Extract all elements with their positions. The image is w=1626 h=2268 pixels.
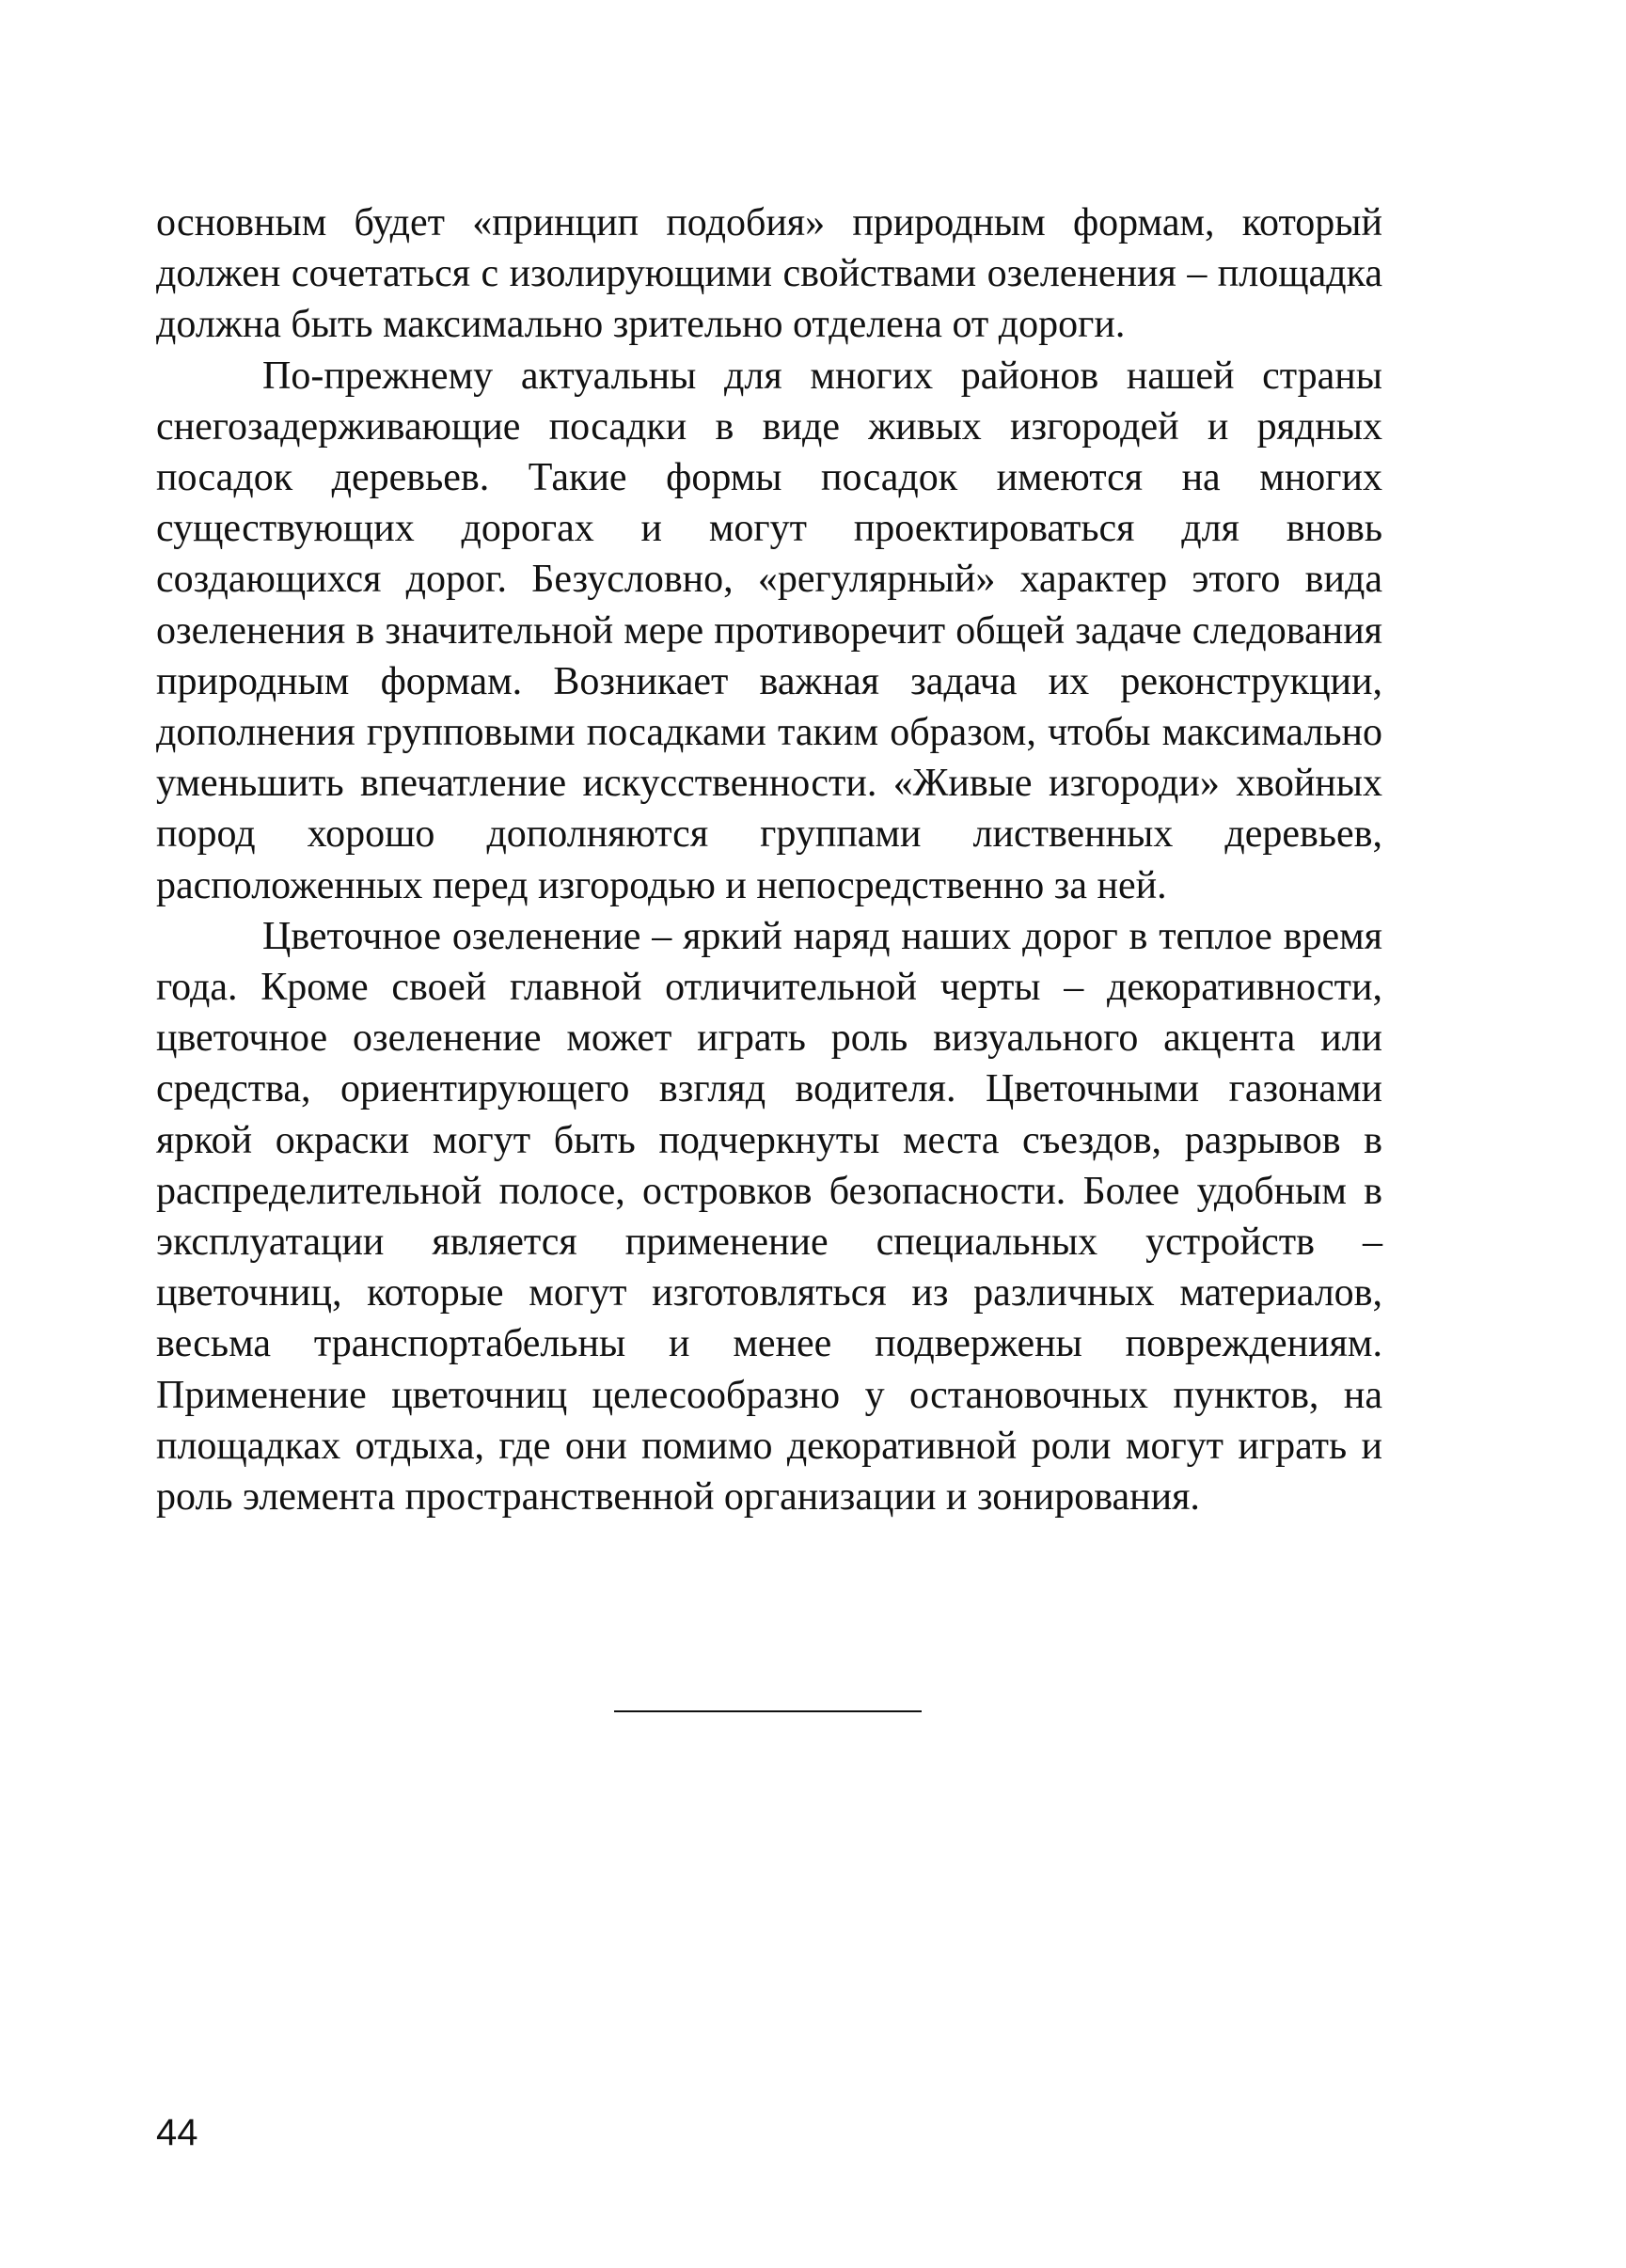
paragraph-1: основным будет «принцип подобия» природным формам, который должен сочетаться с изолирующими свойствами озеленения – площадка должна быть максимально зрительно отделена от дороги. <box>156 201 1382 347</box>
page-number: 44 <box>156 2112 198 2153</box>
paragraph-3: Цветочное озеленение – яркий наряд наших дорог в теплое время года. Кроме своей главной отличительной черты – декоративности, цветочное озеленение может играть роль визуального акцента или средства, ориентирующего взгляд водителя. Цветочными газонами яркой окраски могут быть подчеркнуты места съездов, разрывов в распределительной полосе, островков безопасности. Более удобным в эксплуатации является применение специальных устройств – цветочниц, которые могут изготовляться из различных материалов, весьма транспортабельны и менее подвержены повреждениям. Применение цветочниц целесообразно у остановочных пунктов, на площадках отдыха, где они помимо декоративной роли могут играть и роль элемента пространственной организации и зонирования. <box>156 914 1382 1520</box>
section-end-rule <box>614 1710 922 1712</box>
paragraph-2: По-прежнему актуальны для многих районов нашей страны снегозадерживающие посадки в виде живых изгородей и рядных посадок деревьев. Такие формы посадок имеются на многих существующих дорогах и могут проектироваться для вновь создающихся дорог. Безусловно, «регулярный» характер этого вида озеленения в значительной мере противоречит общей задаче следования природным формам. Возникает важная задача их реконструкции, дополнения групповыми посадками таким образом, чтобы максимально уменьшить впечатление искусственности. «Живые изгороди» хвойных пород хорошо дополняются группами лиственных деревьев, расположенных перед изгородью и непосредственно за ней. <box>156 354 1382 907</box>
body-text <box>156 197 1382 1522</box>
